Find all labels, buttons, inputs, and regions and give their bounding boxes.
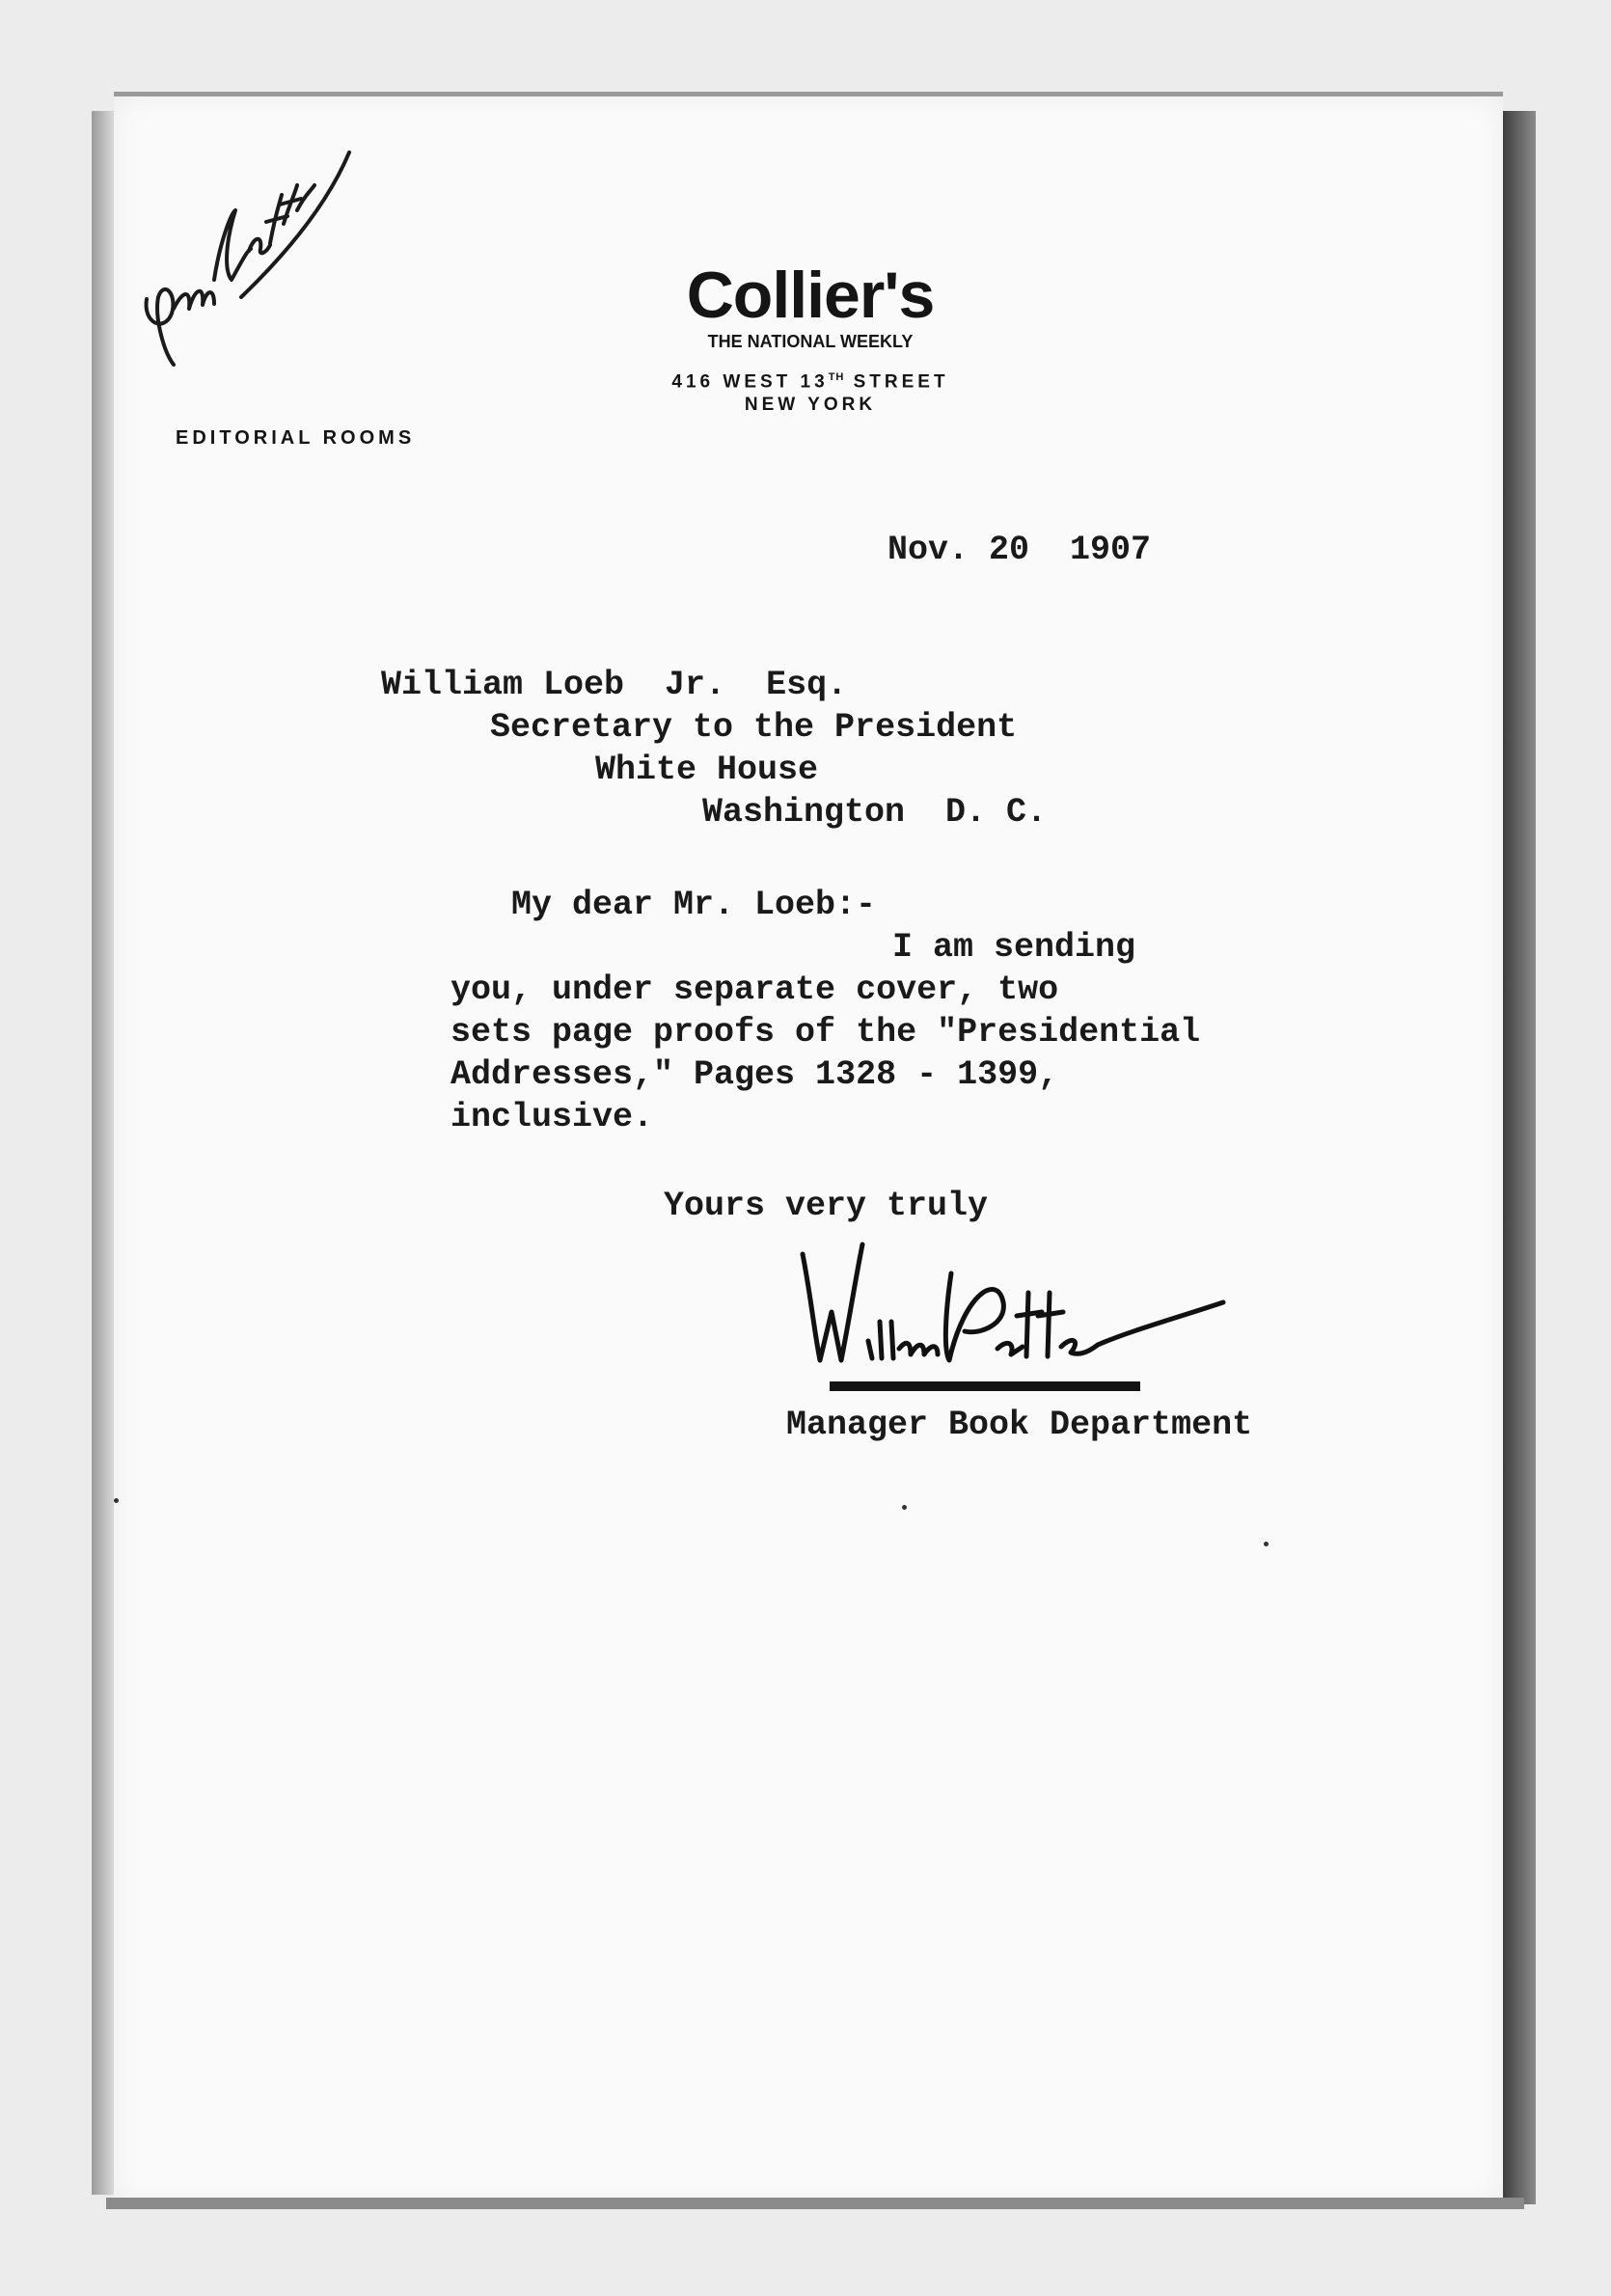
body-line-1: I am sending — [892, 928, 1136, 967]
street-suffix: STREET — [844, 371, 949, 393]
scan-speck — [1264, 1542, 1269, 1546]
letterhead — [617, 260, 1003, 416]
closing: Yours very truly — [664, 1187, 989, 1225]
paper-bottom-edge — [106, 2198, 1524, 2209]
address-line-title: Secretary to the President — [490, 708, 1018, 747]
body-line-3: sets page proofs of the "Presidential — [451, 1013, 1201, 1052]
letter-date: Nov. 20 1907 — [887, 531, 1152, 569]
street-prefix: 416 WEST 13 — [671, 371, 829, 393]
address-line-building: White House — [595, 751, 819, 789]
editorial-rooms-label: EDITORIAL ROOMS — [176, 427, 416, 449]
scan-speck — [114, 1498, 119, 1503]
letterhead-city: NEW YORK — [744, 395, 877, 416]
street-superscript: TH — [828, 371, 845, 383]
address-line-city: Washington D. C. — [702, 793, 1048, 832]
signer-title: Manager Book Department — [786, 1406, 1253, 1444]
paper-left-edge — [92, 111, 115, 2195]
signature-underline — [830, 1381, 1140, 1391]
letterhead-street — [617, 371, 1003, 393]
paper-right-edge — [1503, 111, 1536, 2204]
body-line-5: inclusive. — [451, 1098, 654, 1136]
signature — [791, 1235, 1235, 1380]
body-line-4: Addresses," Pages 1328 - 1399, — [451, 1055, 1059, 1094]
salutation: My dear Mr. Loeb:- — [511, 886, 877, 924]
scan-speck — [902, 1505, 907, 1510]
address-line-name: William Loeb Jr. Esq. — [381, 666, 848, 704]
body-line-2: you, under separate cover, two — [451, 970, 1059, 1009]
letterhead-title: Collier's — [686, 259, 935, 332]
letterhead-subtitle: THE NATIONAL WEEKLY — [707, 332, 914, 351]
handwritten-note — [135, 135, 367, 386]
